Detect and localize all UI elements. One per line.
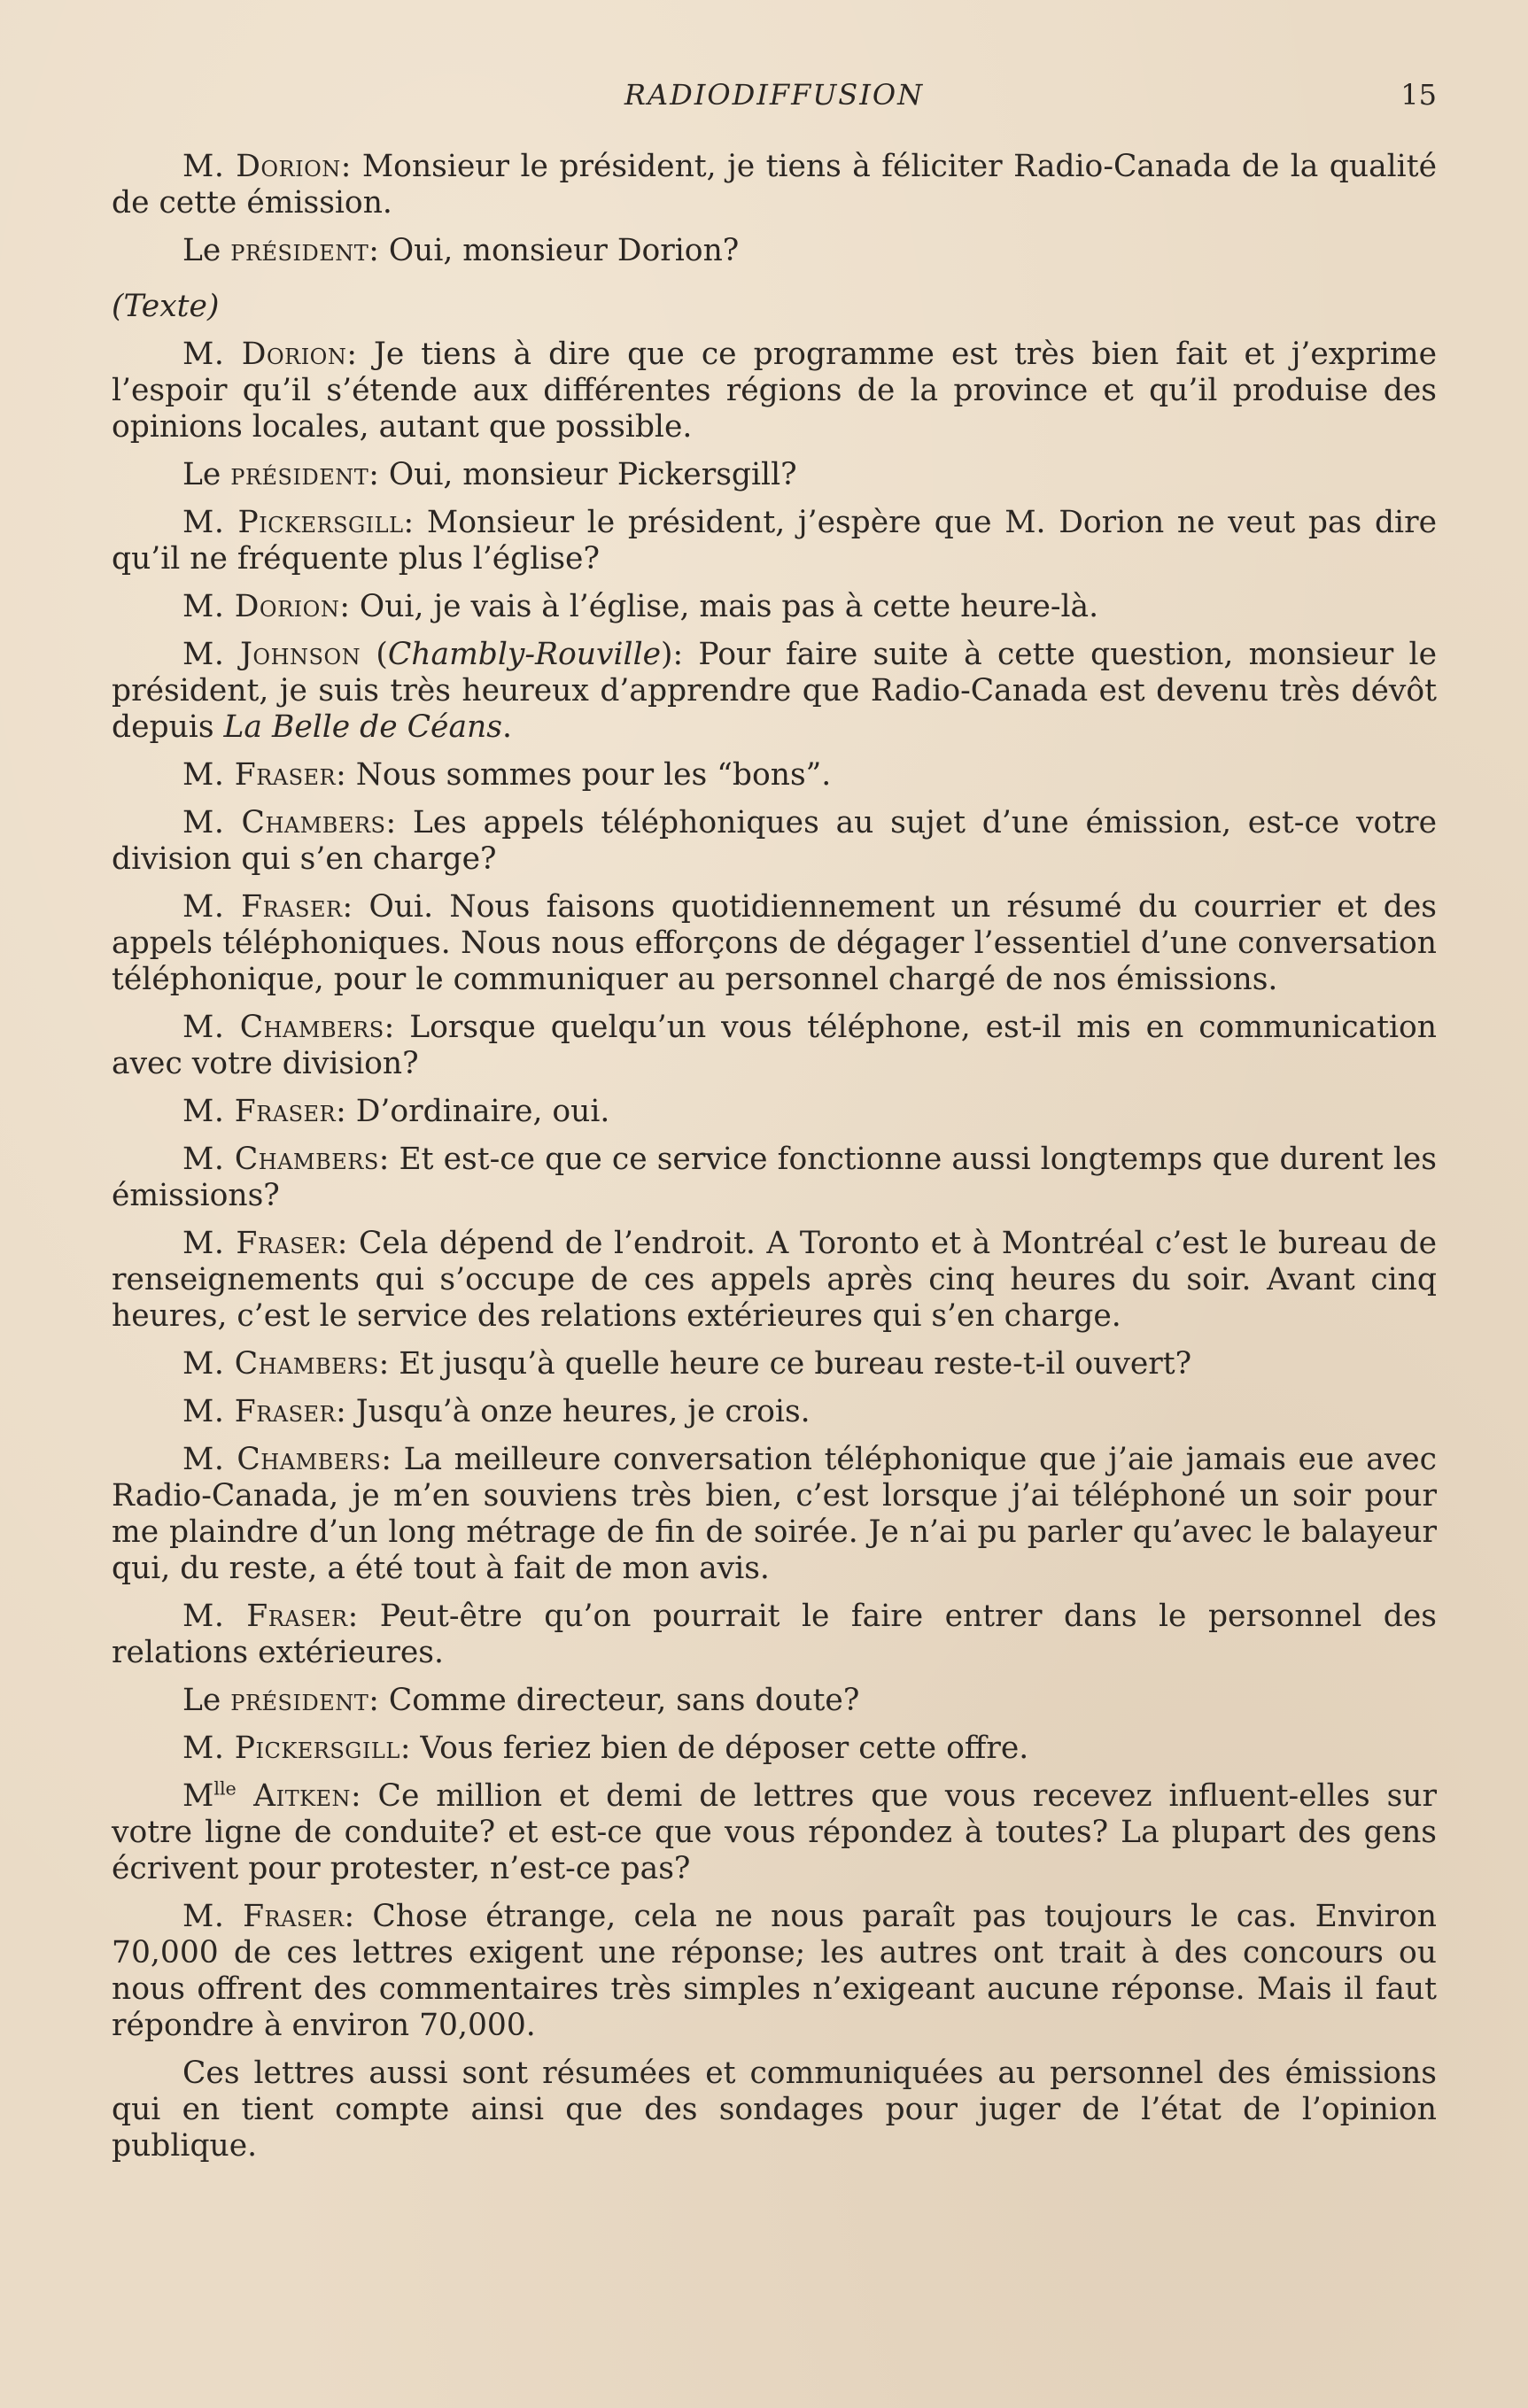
speech-text: Pour faire suite à cette question, monsieur le président, je suis très heureux d’apprendre que Radio-Canada est devenu très dévôt depuis <box>112 637 1437 745</box>
speech-text: Peut-être qu’on pourrait le faire entrer dans le personnel des relations extérieures. <box>112 1599 1437 1670</box>
speech-text: Oui, monsieur Dorion? <box>388 233 740 268</box>
paragraph: M. Dorion: Oui, je vais à l’église, mais pas à cette heure-là. <box>182 589 1099 624</box>
speaker-name: M. Chambers <box>182 1010 384 1045</box>
speaker-name: M. Chambers <box>182 1442 382 1477</box>
paragraph: M. Johnson (Chambly-Rouville): Pour faire suite à cette question, monsieur le président, je suis très heureux d’apprendre que Radio-Canada est devenu très dévôt depuis La Belle de Céans. <box>112 637 1437 745</box>
italic-title: La Belle de Céans <box>223 709 502 745</box>
stage-direction: (Texte) <box>112 289 220 324</box>
speaker-name: M. Fraser <box>182 1394 337 1429</box>
speech-text: Et est-ce que ce service fonctionne aussi longtemps que durent les émissions? <box>112 1142 1437 1213</box>
paragraph: M. Fraser: D’ordinaire, oui. <box>182 1094 610 1129</box>
paragraph: M. Dorion: Monsieur le président, je tiens à féliciter Radio-Canada de la qualité de cette émission. <box>112 149 1437 221</box>
speech-text: Monsieur le président, j’espère que M. Dorion ne veut pas dire qu’il ne fréquente plus l’église? <box>112 505 1437 577</box>
speaker-name: M. Fraser <box>182 1599 348 1634</box>
speech-text: Chose étrange, cela ne nous paraît pas toujours le cas. Environ 70,000 de ces lettres exigent une réponse; les autres ont trait à des concours ou nous offrent des commentaires très simples n’exigeant aucune réponse. Mais il faut répondre à environ 70,000. <box>112 1899 1437 2043</box>
page-body <box>112 149 1437 2176</box>
page-number: 15 <box>1400 78 1437 112</box>
paragraph: M. Chambers: Et jusqu’à quelle heure ce bureau reste-t-il ouvert? <box>182 1346 1192 1382</box>
speaker-name: M. Johnson <box>182 637 361 672</box>
paragraph: M. Chambers: Et est-ce que ce service fonctionne aussi longtemps que durent les émissions? <box>112 1142 1437 1213</box>
speech-text: Je tiens à dire que ce programme est très bien fait et j’exprime l’espoir qu’il s’étende aux différentes régions de la province et qu’il produise des opinions locales, autant que possible. <box>112 337 1438 445</box>
speaker-name: M. Pickersgill <box>182 505 404 540</box>
speech-text: Comme directeur, sans doute? <box>388 1683 860 1718</box>
speech-text: Ce million et demi de lettres que vous recevez influent-elles sur votre ligne de conduite? et est-ce que vous répondez à toutes? La plupart des gens écrivent pour protester, n’est-ce pas? <box>112 1778 1438 1886</box>
paragraph: M. Chambers: La meilleure conversation téléphonique que j’aie jamais eue avec Radio-Canada, je m’en souviens très bien, c’est lorsque j’ai téléphoné un soir pour me plaindre d’un long métrage de fin de soirée. Je n’ai pu parler qu’avec le balayeur qui, du reste, a été tout à fait de mon avis. <box>112 1442 1437 1586</box>
speech-text: La meilleure conversation téléphonique que j’aie jamais eue avec Radio-Canada, je m’en souviens très bien, c’est lorsque j’ai téléphoné un soir pour me plaindre d’un long métrage de fin de soirée. Je n’ai pu parler qu’avec le balayeur qui, du reste, a été tout à fait de mon avis. <box>112 1442 1437 1586</box>
speaker-name: M. Dorion <box>182 589 340 624</box>
speech-text: Oui. Nous faisons quotidiennement un résumé du courrier et des appels téléphoniques. Nous nous efforçons de dégager l’essentiel d’une conversation téléphonique, pour le communiquer au personnel chargé de nos émissions. <box>112 889 1437 997</box>
paragraph: M. Chambers: Lorsque quelqu’un vous téléphone, est-il mis en communication avec votre division? <box>112 1010 1437 1081</box>
speech-text: Vous feriez bien de déposer cette offre. <box>420 1731 1029 1766</box>
speaker-name: M. Dorion <box>182 337 347 372</box>
speech-text: Jusqu’à onze heures, je crois. <box>355 1394 811 1429</box>
speech-text: Lorsque quelqu’un vous téléphone, est-il mis en communication avec votre division? <box>112 1010 1437 1081</box>
speaker-name: M. Fraser <box>182 1094 337 1129</box>
speaker-name: Aitken <box>236 1778 352 1814</box>
speech-text: Nous sommes pour les “bons”. <box>355 757 832 793</box>
paragraph: M. Pickersgill: Vous feriez bien de déposer cette offre. <box>182 1731 1029 1766</box>
speech-text: Ces lettres aussi sont résumées et communiquées au personnel des émissions qui en tient compte ainsi que des sondages pour juger de l’état de l’opinion publique. <box>112 2056 1437 2164</box>
paragraph: M. Fraser: Cela dépend de l’endroit. A Toronto et à Montréal c’est le bureau de renseignements qui s’occupe de ces appels après cinq heures du soir. Avant cinq heures, c’est le service des relations extérieures qui s’en charge. <box>112 1226 1438 1334</box>
speaker-name: M. Pickersgill <box>182 1731 400 1766</box>
paragraph: $M^{lle}$ Aitken: Ce million et demi de lettres que vous recevez influent-elles sur votre ligne de conduite? et est-ce que vous répondez à toutes? La plupart des gens écrivent pour protester, n’est-ce pas? <box>112 1777 1438 1886</box>
paragraph: M. Fraser: Nous sommes pour les “bons”. <box>182 757 832 793</box>
speech-text: Cela dépend de l’endroit. A Toronto et à Montréal c’est le bureau de renseignements qui s’occupe de ces appels après cinq heures du soir. Avant cinq heures, c’est le service des relations extérieures qui s’en charge. <box>112 1226 1438 1334</box>
speech-text: Oui, je vais à l’église, mais pas à cette heure-là. <box>359 589 1099 624</box>
speaker-name: M. Fraser <box>182 1899 345 1934</box>
speaker-name: président <box>230 1683 369 1718</box>
paragraph: M. Fraser: Peut-être qu’on pourrait le faire entrer dans le personnel des relations extérieures. <box>112 1599 1437 1670</box>
speaker-name: président <box>230 233 369 268</box>
speech-text: Monsieur le président, je tiens à féliciter Radio-Canada de la qualité de cette émission. <box>112 149 1437 221</box>
paragraph: M. Chambers: Les appels téléphoniques au sujet d’une émission, est-ce votre division qui s’en charge? <box>112 805 1437 877</box>
paragraph: M. Pickersgill: Monsieur le président, j’espère que M. Dorion ne veut pas dire qu’il ne fréquente plus l’église? <box>112 505 1437 577</box>
page-header <box>112 73 1437 117</box>
speaker-name: M. Chambers <box>182 805 386 840</box>
speaker-name: M. Fraser <box>182 1226 337 1261</box>
honorific-superscript: lle <box>213 1777 237 1800</box>
running-title: RADIODIFFUSION <box>624 78 925 112</box>
speaker-name: M. Fraser <box>182 889 343 925</box>
speech-text: D’ordinaire, oui. <box>355 1094 610 1129</box>
speech-text: Les appels téléphoniques au sujet d’une émission, est-ce votre division qui s’en charge? <box>112 805 1437 877</box>
paragraph: M. Fraser: Jusqu’à onze heures, je crois. <box>182 1394 811 1429</box>
speaker-name: M. Dorion <box>182 149 341 184</box>
speaker-name: M. Chambers <box>182 1142 379 1177</box>
paragraph: M. Dorion: Je tiens à dire que ce programme est très bien fait et j’exprime l’espoir qu’il s’étende aux différentes régions de la province et qu’il produise des opinions locales, autant que possible. <box>112 337 1438 445</box>
paragraph: Le président: Comme directeur, sans doute? <box>182 1683 860 1718</box>
paragraph: M. Fraser: Oui. Nous faisons quotidiennement un résumé du courrier et des appels téléphoniques. Nous nous efforçons de dégager l’essentiel d’une conversation téléphonique, pour le communiquer au personnel chargé de nos émissions. <box>112 889 1437 997</box>
speaker-name: M. Chambers <box>182 1346 379 1382</box>
paragraph: Le président: Oui, monsieur Dorion? <box>182 233 740 268</box>
speech-text: Oui, monsieur Pickersgill? <box>388 457 797 492</box>
paragraph: Le président: Oui, monsieur Pickersgill? <box>182 457 797 492</box>
paragraph <box>112 2056 1437 2164</box>
riding-name: Chambly-Rouville <box>387 637 662 672</box>
speaker-name: M. Fraser <box>182 757 337 793</box>
honorific: M <box>182 1778 214 1814</box>
speech-text: Et jusqu’à quelle heure ce bureau reste-t-il ouvert? <box>399 1346 1192 1382</box>
paragraph: M. Fraser: Chose étrange, cela ne nous paraît pas toujours le cas. Environ 70,000 de ces lettres exigent une réponse; les autres ont trait à des concours ou nous offrent des commentaires très simples n’exigeant aucune réponse. Mais il faut répondre à environ 70,000. <box>112 1899 1437 2043</box>
speaker-name: président <box>230 457 369 492</box>
